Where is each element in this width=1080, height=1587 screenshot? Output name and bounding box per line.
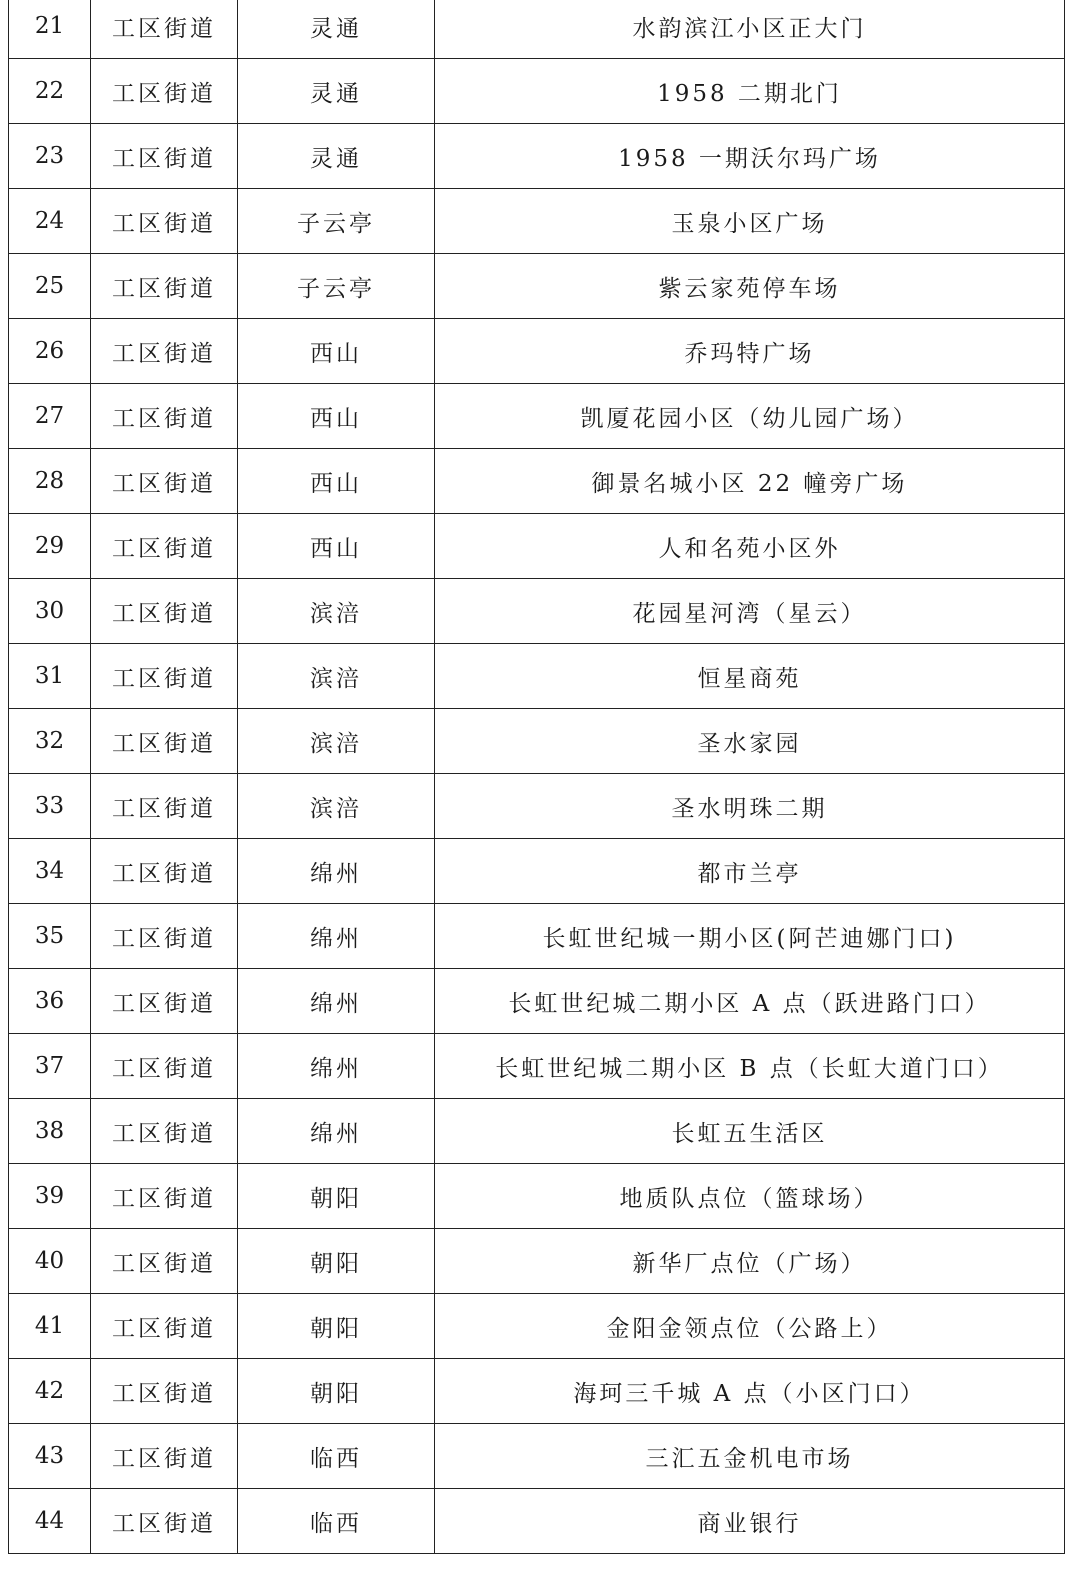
row-number-cell: 31 [9,644,91,709]
row-number-cell: 41 [9,1294,91,1359]
community-name-cell: 朝阳 [238,1164,435,1229]
row-number-cell: 44 [9,1489,91,1554]
table-row [9,709,1065,774]
street-name-cell: 工区街道 [91,1489,238,1554]
table-row [9,1424,1065,1489]
row-number-cell: 33 [9,774,91,839]
street-name-cell: 工区街道 [91,124,238,189]
row-number-cell: 27 [9,384,91,449]
street-name-cell: 工区街道 [91,1359,238,1424]
street-name-cell: 工区街道 [91,969,238,1034]
street-name-cell: 工区街道 [91,319,238,384]
community-name-cell: 朝阳 [238,1294,435,1359]
row-number-cell: 30 [9,579,91,644]
table-row [9,1099,1065,1164]
community-name-cell: 绵州 [238,969,435,1034]
street-name-cell: 工区街道 [91,1164,238,1229]
location-name-cell: 花园星河湾（星云） [435,579,1065,644]
street-name-cell: 工区街道 [91,1229,238,1294]
row-number-cell: 22 [9,59,91,124]
location-name-cell: 乔玛特广场 [435,319,1065,384]
location-name-cell: 水韵滨江小区正大门 [435,0,1065,59]
community-name-cell: 西山 [238,319,435,384]
location-name-cell: 长虹世纪城一期小区(阿芒迪娜门口) [435,904,1065,969]
community-name-cell: 子云亭 [238,189,435,254]
row-number-cell: 21 [9,0,91,59]
location-name-cell: 1958 二期北门 [435,59,1065,124]
street-name-cell: 工区街道 [91,514,238,579]
row-number-cell: 38 [9,1099,91,1164]
community-name-cell: 灵通 [238,59,435,124]
table-row [9,1359,1065,1424]
location-name-cell: 人和名苑小区外 [435,514,1065,579]
location-name-cell: 长虹世纪城二期小区 B 点（长虹大道门口） [435,1034,1065,1099]
community-name-cell: 朝阳 [238,1229,435,1294]
row-number-cell: 39 [9,1164,91,1229]
row-number-cell: 28 [9,449,91,514]
table-row [9,0,1065,59]
street-name-cell: 工区街道 [91,839,238,904]
community-name-cell: 子云亭 [238,254,435,319]
table-row [9,1229,1065,1294]
row-number-cell: 34 [9,839,91,904]
table-row [9,1294,1065,1359]
community-name-cell: 滨涪 [238,644,435,709]
community-name-cell: 滨涪 [238,774,435,839]
table-row [9,904,1065,969]
community-name-cell: 绵州 [238,904,435,969]
row-number-cell: 42 [9,1359,91,1424]
community-name-cell: 西山 [238,514,435,579]
table-row [9,384,1065,449]
location-name-cell: 三汇五金机电市场 [435,1424,1065,1489]
community-name-cell: 滨涪 [238,709,435,774]
row-number-cell: 26 [9,319,91,384]
row-number-cell: 32 [9,709,91,774]
row-number-cell: 24 [9,189,91,254]
row-number-cell: 36 [9,969,91,1034]
row-number-cell: 40 [9,1229,91,1294]
community-name-cell: 滨涪 [238,579,435,644]
community-name-cell: 临西 [238,1489,435,1554]
table-row [9,514,1065,579]
street-name-cell: 工区街道 [91,1424,238,1489]
row-number-cell: 29 [9,514,91,579]
table-row [9,839,1065,904]
street-name-cell: 工区街道 [91,254,238,319]
community-name-cell: 灵通 [238,0,435,59]
location-name-cell: 海珂三千城 A 点（小区门口） [435,1359,1065,1424]
table-row [9,969,1065,1034]
table-row [9,644,1065,709]
street-name-cell: 工区街道 [91,1034,238,1099]
community-name-cell: 绵州 [238,1099,435,1164]
table-row [9,579,1065,644]
table-row [9,774,1065,839]
table-row [9,1164,1065,1229]
community-name-cell: 西山 [238,449,435,514]
location-name-cell: 玉泉小区广场 [435,189,1065,254]
location-name-cell: 金阳金领点位（公路上） [435,1294,1065,1359]
location-name-cell: 新华厂点位（广场） [435,1229,1065,1294]
location-name-cell: 紫云家苑停车场 [435,254,1065,319]
location-name-cell: 商业银行 [435,1489,1065,1554]
row-number-cell: 25 [9,254,91,319]
row-number-cell: 43 [9,1424,91,1489]
street-name-cell: 工区街道 [91,774,238,839]
table-row [9,59,1065,124]
street-name-cell: 工区街道 [91,0,238,59]
street-name-cell: 工区街道 [91,189,238,254]
location-name-cell: 恒星商苑 [435,644,1065,709]
location-name-cell: 御景名城小区 22 幢旁广场 [435,449,1065,514]
location-name-cell: 地质队点位（篮球场） [435,1164,1065,1229]
location-name-cell: 长虹世纪城二期小区 A 点（跃进路门口） [435,969,1065,1034]
street-name-cell: 工区街道 [91,709,238,774]
street-name-cell: 工区街道 [91,59,238,124]
community-name-cell: 临西 [238,1424,435,1489]
location-name-cell: 圣水家园 [435,709,1065,774]
street-name-cell: 工区街道 [91,1294,238,1359]
table-row [9,1489,1065,1554]
row-number-cell: 37 [9,1034,91,1099]
street-name-cell: 工区街道 [91,449,238,514]
location-name-cell: 凯厦花园小区（幼儿园广场） [435,384,1065,449]
street-name-cell: 工区街道 [91,579,238,644]
table-row [9,1034,1065,1099]
community-name-cell: 西山 [238,384,435,449]
street-name-cell: 工区街道 [91,644,238,709]
row-number-cell: 23 [9,124,91,189]
location-name-cell: 长虹五生活区 [435,1099,1065,1164]
location-name-cell: 1958 一期沃尔玛广场 [435,124,1065,189]
street-name-cell: 工区街道 [91,904,238,969]
street-name-cell: 工区街道 [91,384,238,449]
community-name-cell: 绵州 [238,839,435,904]
table-row [9,449,1065,514]
row-number-cell: 35 [9,904,91,969]
table-row [9,189,1065,254]
street-name-cell: 工区街道 [91,1099,238,1164]
community-name-cell: 灵通 [238,124,435,189]
location-table [8,0,1065,1554]
table-row [9,124,1065,189]
table-row [9,319,1065,384]
location-name-cell: 圣水明珠二期 [435,774,1065,839]
community-name-cell: 绵州 [238,1034,435,1099]
table-body [9,0,1065,1554]
location-name-cell: 都市兰亭 [435,839,1065,904]
table-row [9,254,1065,319]
community-name-cell: 朝阳 [238,1359,435,1424]
